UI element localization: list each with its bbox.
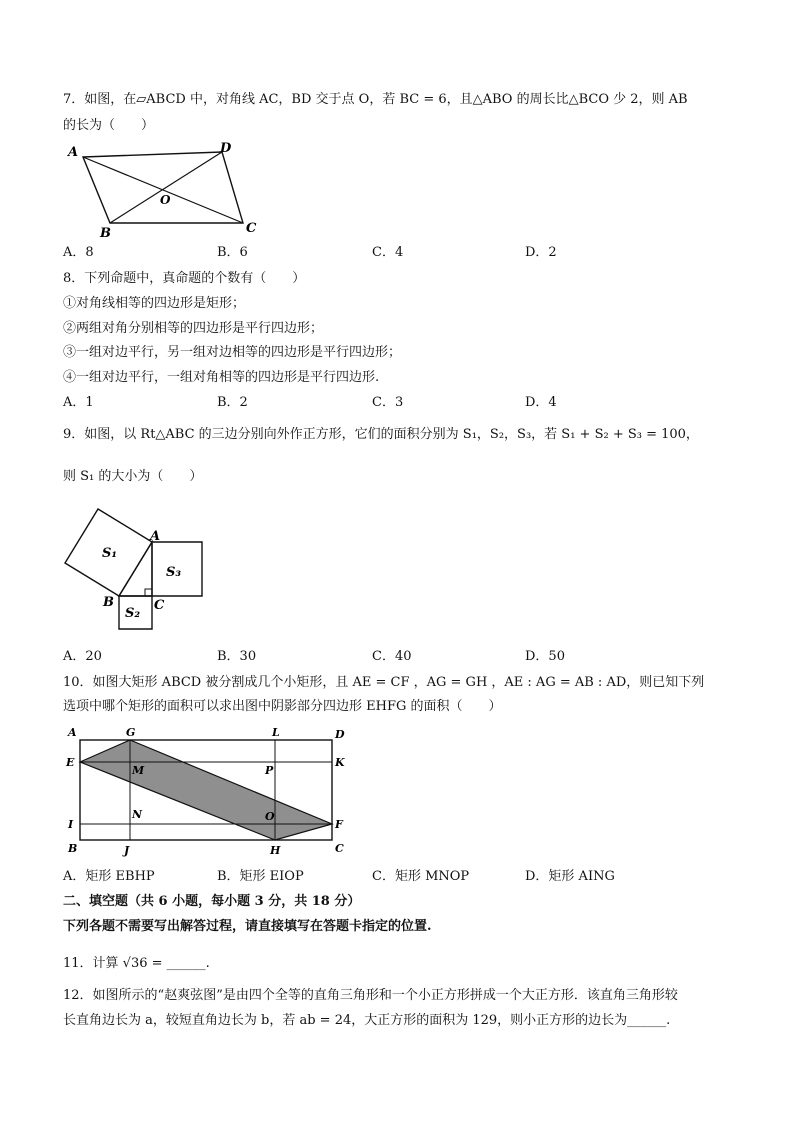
- label-c: C: [154, 598, 165, 613]
- q8-statement-4: ④一组对边平行，一组对角相等的四边形是平行四边形.: [63, 370, 380, 385]
- q8-statement-2: ②两组对角分别相等的四边形是平行四边形；: [63, 321, 324, 336]
- q9-squares-figure: [60, 500, 220, 635]
- q7-option-d: D．2: [525, 245, 557, 260]
- label-m: M: [132, 764, 145, 777]
- q8-option-c: C．3: [372, 395, 404, 410]
- q7-option-a: A．8: [63, 245, 94, 260]
- label-s2: S₂: [125, 606, 141, 621]
- label-j: J: [124, 844, 130, 857]
- label-b: B: [68, 842, 78, 855]
- right-angle-mark: [145, 589, 152, 596]
- q8-option-a: A．1: [63, 395, 94, 410]
- label-b: B: [100, 226, 111, 238]
- label-b: B: [103, 595, 114, 610]
- q7-option-b: B．6: [217, 245, 248, 260]
- q8-option-b: B．2: [217, 395, 248, 410]
- q12-stem-line2: 长直角边长为 a，较短直角边长为 b，若 ab = 24，大正方形的面积为 129，则小正方形的边长为______.: [63, 1013, 671, 1028]
- label-d: D: [335, 728, 345, 741]
- q9-option-a: A．20: [63, 649, 102, 664]
- label-s1: S₁: [102, 546, 118, 561]
- label-c: C: [246, 221, 257, 236]
- label-e: E: [66, 756, 75, 769]
- q8-statement-3: ③一组对边平行，另一组对边相等的四边形是平行四边形；: [63, 345, 402, 360]
- q10-option-d: D．矩形 AING: [525, 869, 615, 884]
- label-a: A: [68, 145, 79, 160]
- q9-option-c: C．40: [372, 649, 412, 664]
- q9-stem-line1: 9．如图，以 Rt△ABC 的三边分别向外作正方形，它们的面积分别为 S₁，S₂，S₃，若 S₁ + S₂ + S₃ = 100，: [63, 427, 699, 442]
- q10-stem-line1: 10．如图大矩形 ABCD 被分割成几个小矩形，且 AE = CF ，AG = GH ，AE : AG = AB : AD，则已知下列: [63, 675, 705, 690]
- q9-option-d: D．50: [525, 649, 565, 664]
- label-l: L: [272, 726, 280, 739]
- label-c: C: [335, 842, 344, 855]
- q7-stem-line2: 的长为（ ）: [63, 118, 155, 133]
- q7-option-c: C．4: [372, 245, 404, 260]
- label-s3: S₃: [166, 565, 182, 580]
- diagonal-bd: [110, 152, 222, 223]
- q7-stem-line1: 7．如图，在▱ABCD 中，对角线 AC，BD 交于点 O，若 BC = 6，且△ABO 的周长比△BCO 少 2，则 AB: [63, 92, 688, 107]
- label-i: I: [68, 818, 74, 831]
- label-g: G: [126, 726, 136, 739]
- shaded-quadrilateral-ehfg: [80, 740, 332, 840]
- q8-statement-1: ①对角线相等的四边形是矩形；: [63, 296, 246, 311]
- label-p: P: [265, 764, 274, 777]
- q10-stem-line2: 选项中哪个矩形的面积可以求出图中阴影部分四边形 EHFG 的面积（ ）: [63, 699, 502, 714]
- q7-parallelogram-figure: [60, 140, 270, 238]
- section2-heading: 二、填空题（共 6 小题，每小题 3 分，共 18 分）: [63, 894, 361, 909]
- q10-option-c: C．矩形 MNOP: [372, 869, 470, 884]
- q8-option-d: D．4: [525, 395, 557, 410]
- q10-option-b: B．矩形 EIOP: [217, 869, 304, 884]
- q11-stem: 11．计算 √36 = ______.: [63, 956, 210, 971]
- label-o: O: [265, 810, 275, 823]
- q9-option-b: B．30: [217, 649, 257, 664]
- parallelogram-abcd: [83, 152, 243, 223]
- label-d: D: [220, 141, 232, 156]
- label-k: K: [335, 756, 345, 769]
- q12-stem-line1: 12．如图所示的“赵爽弦图”是由四个全等的直角三角形和一个小正方形拼成一个大正方形．该直角三角形较: [63, 988, 678, 1003]
- label-h: H: [270, 844, 281, 857]
- q8-stem: 8．下列命题中，真命题的个数有（ ）: [63, 271, 306, 286]
- label-f: F: [335, 818, 343, 831]
- section2-instruction: 下列各题不需要写出解答过程，请直接填写在答题卡指定的位置.: [63, 919, 432, 934]
- label-n: N: [132, 808, 143, 821]
- q10-option-a: A．矩形 EBHP: [63, 869, 155, 884]
- label-a: A: [150, 529, 161, 544]
- q10-rectangle-figure: [60, 724, 355, 858]
- q9-stem-line2: 则 S₁ 的大小为（ ）: [63, 469, 203, 484]
- label-a: A: [68, 726, 77, 739]
- label-o: O: [160, 193, 171, 207]
